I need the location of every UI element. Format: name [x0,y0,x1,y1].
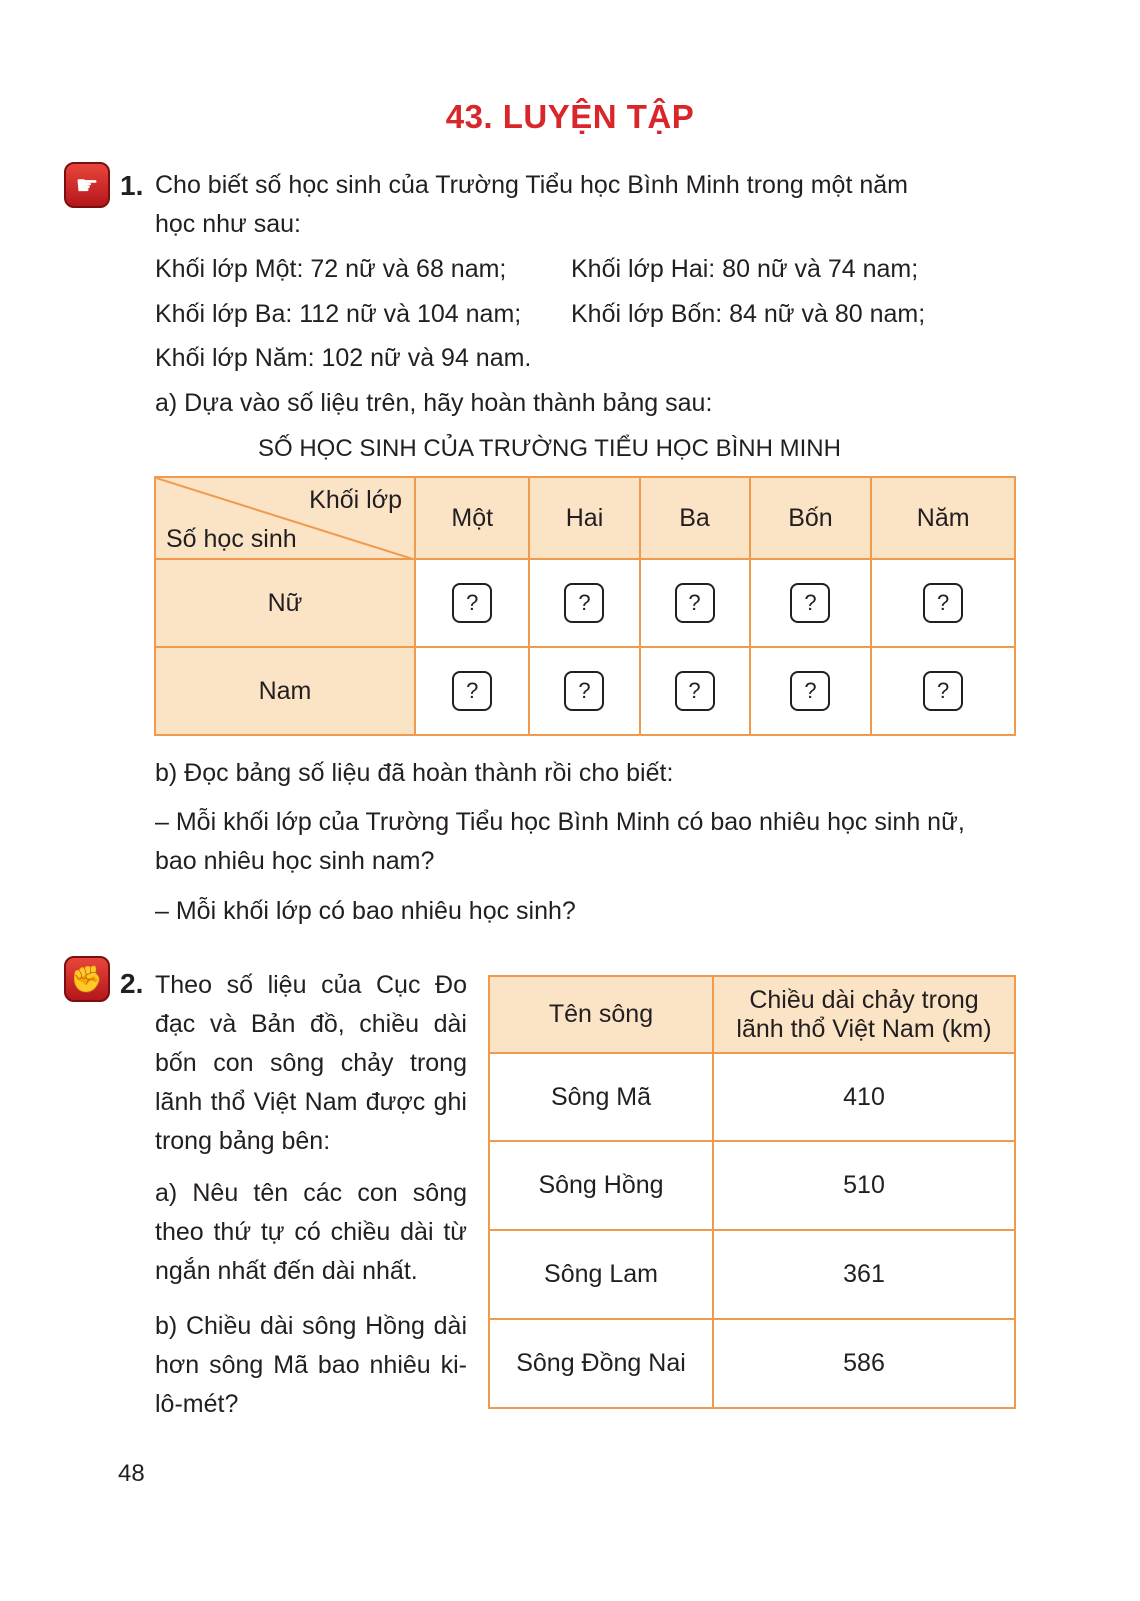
fist-icon: ✊ [64,956,110,1002]
part-a: a) Dựa vào số liệu trên, hãy hoàn thành bảng sau: [155,389,713,417]
river-length: 586 [713,1319,1015,1408]
corner-cell [155,477,415,559]
column-header: Bốn [750,477,872,559]
exercise-1-intro-1: Cho biết số học sinh của Trường Tiểu học Bình Minh trong một năm [155,171,908,199]
table-row [489,1053,1015,1141]
exercise-1-intro-2: học như sau: [155,210,301,238]
exercise-2-number: 2. [120,968,144,999]
part-b: b) Đọc bảng số liệu đã hoàn thành rồi cho biết: [155,759,674,787]
data-line: Khối lớp Bốn: 84 nữ và 80 nam; [571,300,926,328]
data-line: Khối lớp Hai: 80 nữ và 74 nam; [571,255,919,283]
answer-box[interactable]: ? [452,583,492,623]
rivers-table [488,975,1016,1409]
exercise-2-part-b: b) Chiều dài sông Hồng dài hơn sông Mã bao nhiêu ki-lô-mét? [155,1312,467,1418]
answer-box[interactable]: ? [452,671,492,711]
header-length [713,976,1015,1053]
corner-bottom: Số học sinh [166,525,297,553]
lesson-title: 43. LUYỆN TẬP [445,98,695,135]
river-length: 361 [713,1230,1015,1319]
answer-box[interactable]: ? [675,583,715,623]
table-row [489,1319,1015,1408]
question-1-line-1: – Mỗi khối lớp của Trường Tiểu học Bình Minh có bao nhiêu học sinh nữ, [155,808,965,836]
header-river-name: Tên sông [489,976,713,1053]
data-line: Khối lớp Năm: 102 nữ và 94 nam. [155,344,532,372]
river-length: 510 [713,1141,1015,1230]
answer-box[interactable]: ? [564,583,604,623]
hands-exchange-icon: ☛ [64,162,110,208]
corner-top: Khối lớp [309,486,402,514]
row-label: Nam [155,647,415,735]
page-number: 48 [118,1460,145,1487]
exercise-1-number: 1. [120,170,144,201]
river-name: Sông Đồng Nai [489,1319,713,1408]
question-2: – Mỗi khối lớp có bao nhiêu học sinh? [155,897,576,925]
answer-box[interactable]: ? [564,671,604,711]
row-label: Nữ [155,559,415,647]
answer-box[interactable]: ? [790,583,830,623]
table-row [155,647,1015,735]
data-line: Khối lớp Ba: 112 nữ và 104 nam; [155,300,522,328]
river-name: Sông Mã [489,1053,713,1141]
column-header: Ba [640,477,750,559]
data-line: Khối lớp Một: 72 nữ và 68 nam; [155,255,507,283]
table-row [489,1230,1015,1319]
exercise-2-intro: Theo số liệu của Cục Đo đạc và Bản đồ, chiều dài bốn con sông chảy trong lãnh thổ Việt Nam được ghi trong bảng bên: [155,971,467,1155]
river-name: Sông Hồng [489,1141,713,1230]
column-header: Một [415,477,529,559]
header-length-1: Chiều dài chảy trong [749,985,979,1014]
column-header: Hai [529,477,639,559]
river-length: 410 [713,1053,1015,1141]
header-length-2: lãnh thổ Việt Nam (km) [736,1014,992,1043]
question-1-line-2: bao nhiêu học sinh nam? [155,847,435,875]
answer-box[interactable]: ? [923,583,963,623]
answer-box[interactable]: ? [790,671,830,711]
table-title: SỐ HỌC SINH CỦA TRƯỜNG TIỂU HỌC BÌNH MINH [258,435,841,462]
table-row [155,559,1015,647]
river-name: Sông Lam [489,1230,713,1319]
exercise-2-part-a: a) Nêu tên các con sông theo thứ tự có chiều dài từ ngắn nhất đến dài nhất. [155,1179,467,1285]
column-header: Năm [871,477,1015,559]
students-table [154,476,1016,736]
table-row [489,1141,1015,1230]
answer-box[interactable]: ? [675,671,715,711]
answer-box[interactable]: ? [923,671,963,711]
